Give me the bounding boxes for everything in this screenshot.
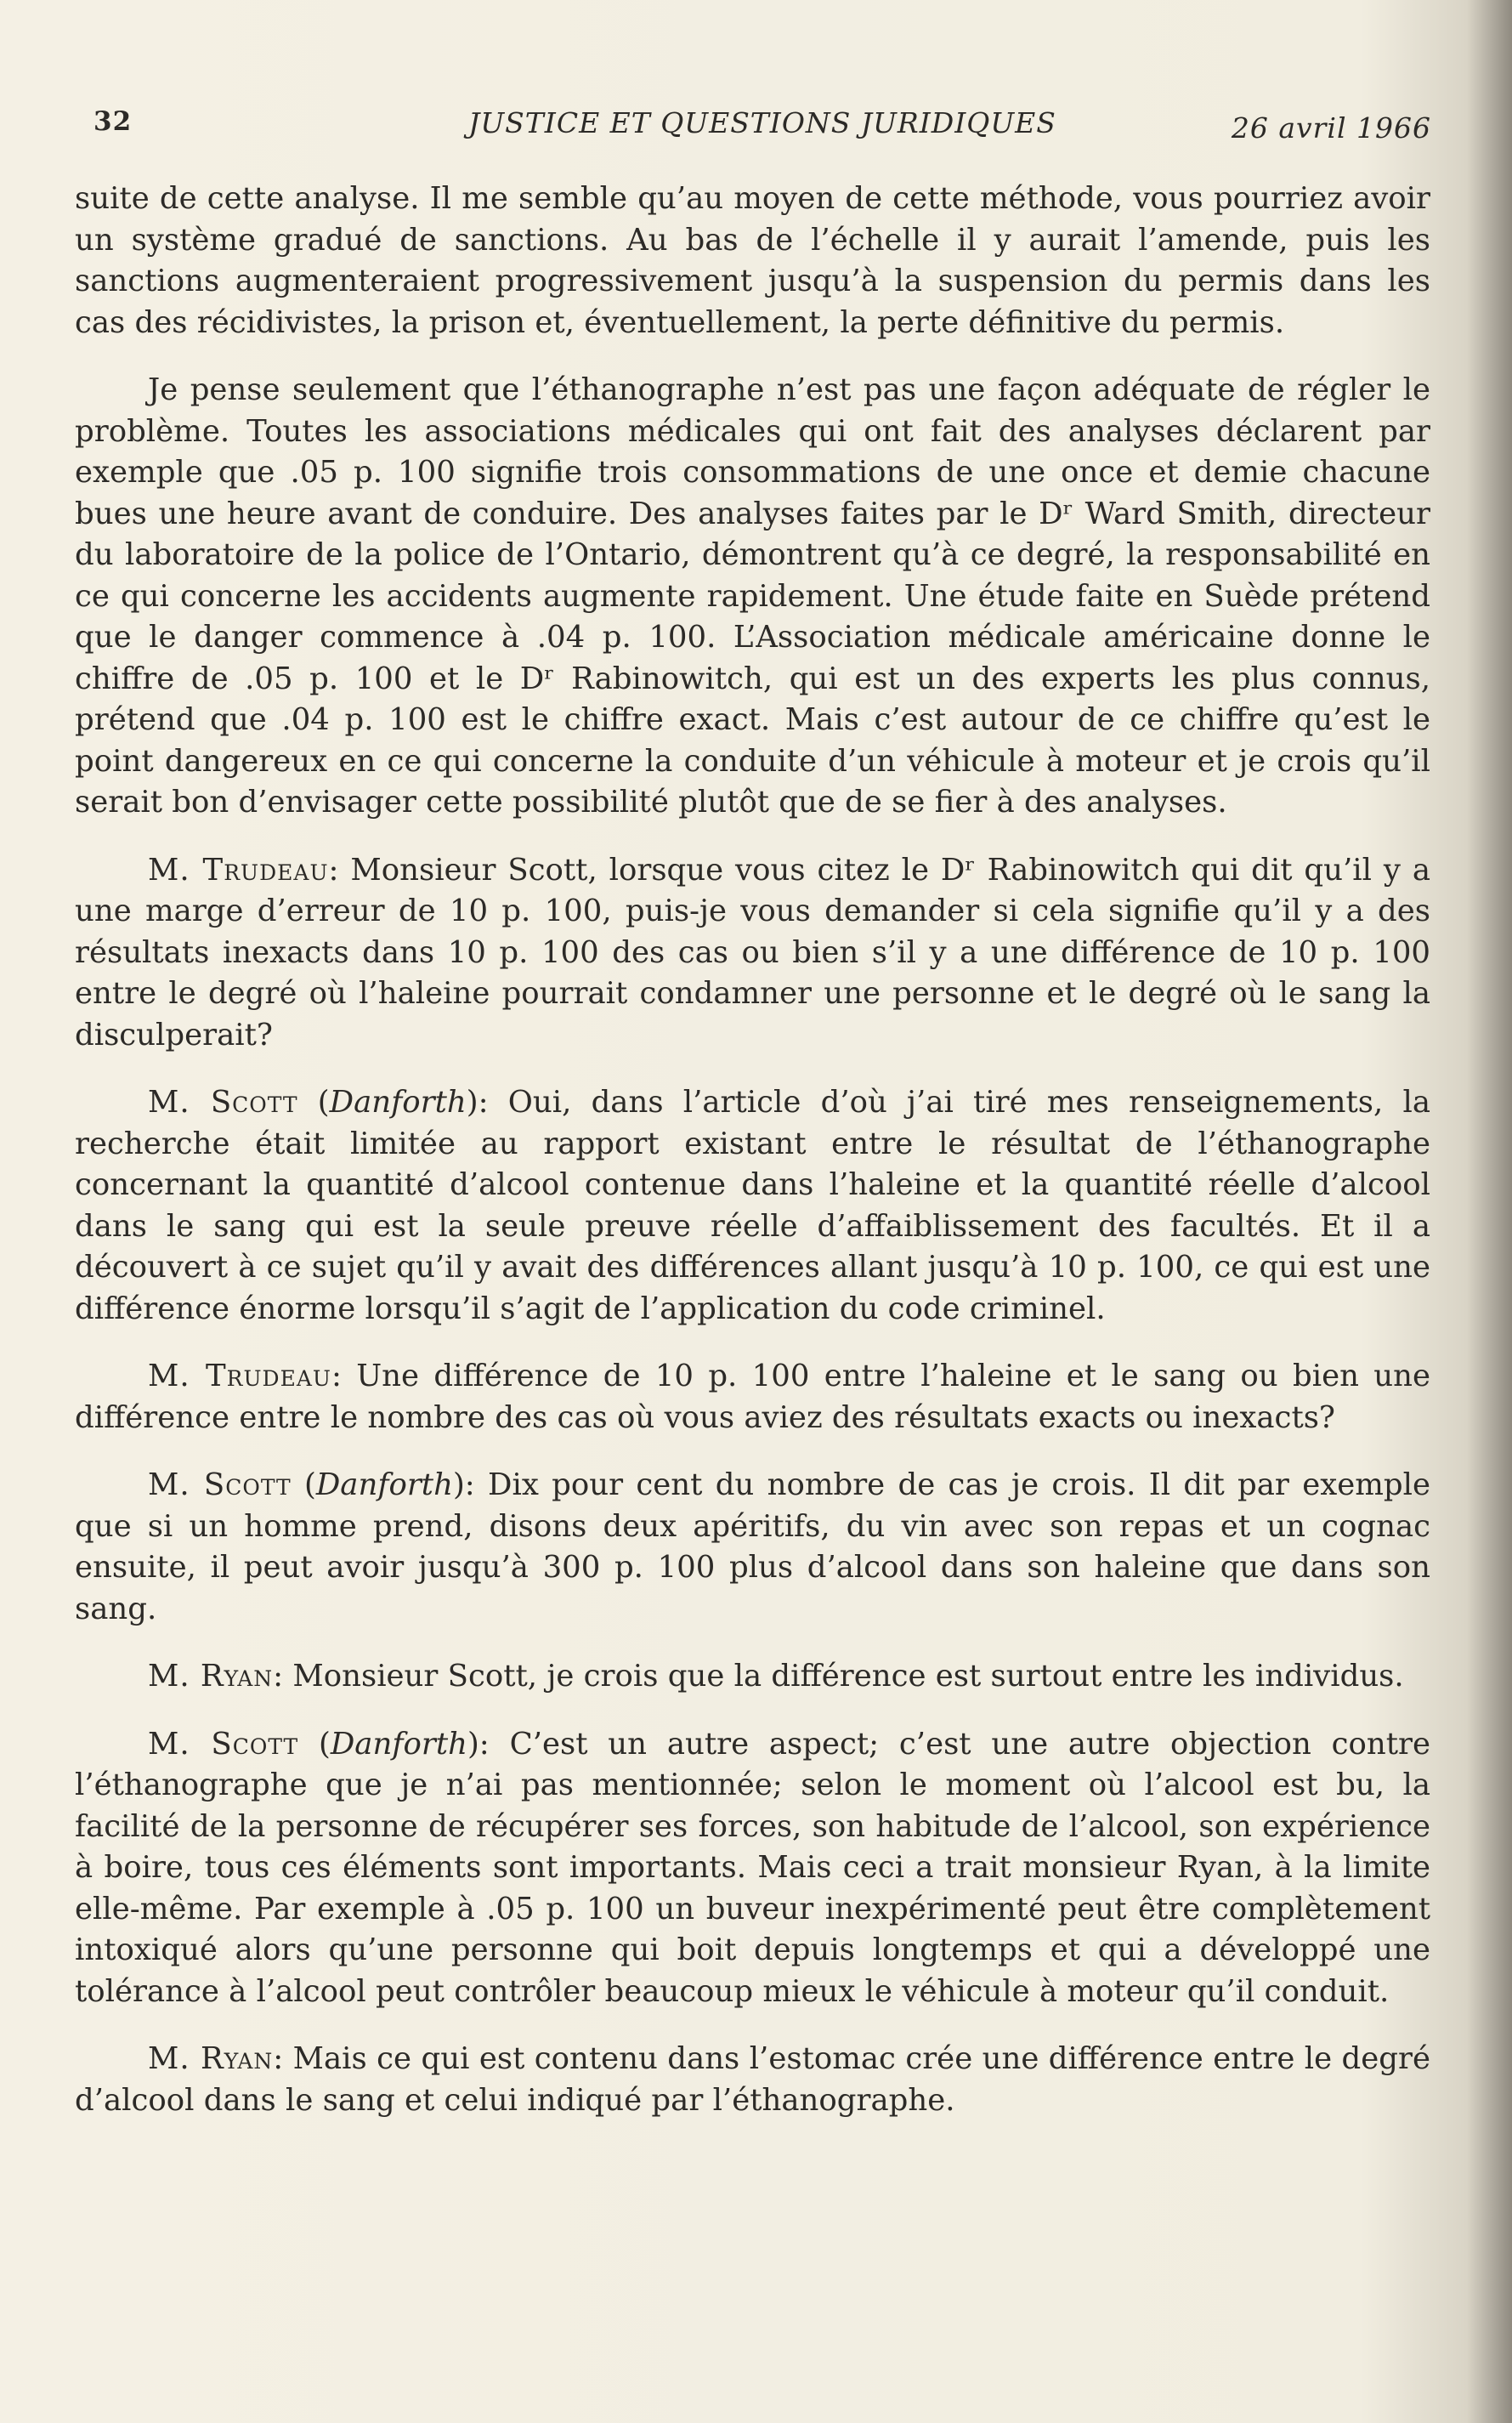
document-body — [75, 179, 1430, 2148]
speaker-riding: Danforth — [330, 1726, 467, 1762]
speech-paragraph: M. Trudeau: Monsieur Scott, lorsque vous citez le Dʳ Rabinowitch qui dit qu’il y a une marge d’erreur de 10 p. 100, puis-je vous demander si cela signifie qu’il y a des résultats inexacts dans 10 p. 100 des cas ou bien s’il y a une différence de 10 p. 100 entre le degré où l’haleine pourrait condamner une personne et le degré où le sang la disculperait? — [75, 852, 1430, 1053]
speaker-riding: Danforth — [315, 1467, 453, 1502]
speech-text: Une différence de 10 p. 100 entre l’haleine et le sang ou bien une différence entre le nombre des cas où vous aviez des résultats exacts ou inexacts? — [75, 1359, 1431, 1435]
running-title: JUSTICE ET QUESTIONS JURIDIQUES — [468, 106, 1056, 139]
speech-text: Mais ce qui est contenu dans l’estomac crée une différence entre le degré d’alcool dans le sang et celui indiqué par l’éthanographe. — [75, 2041, 1430, 2118]
speech-text: Monsieur Scott, je crois que la différence est surtout entre les individus. — [292, 1659, 1404, 1694]
speech-text: C’est un autre aspect; c’est une autre objection contre l’éthanographe que je n’ai pas mentionnée; selon le moment où l’alcool est bu, la facilité de la personne de récupérer ses forces, son habitude de l’alcool, son expérience à boire, tous ces éléments sont importants. Mais ceci a trait monsieur Ryan, à la limite elle-même. Par exemple à .05 p. 100 un buveur inexpérimenté peut être complètement intoxiqué alors qu’une personne qui boit depuis longtemps et qui a développé une tolérance à l’alcool peut contrôler beaucoup mieux le véhicule à moteur qu’il conduit. — [75, 1726, 1430, 2009]
speech-paragraph: M. Scott (Danforth): C’est un autre aspect; c’est une autre objection contre l’éthanographe que je n’ai pas mentionnée; selon le moment où l’alcool est bu, la facilité de la personne de récupérer ses forces, son habitude de l’alcool, son expérience à boire, tous ces éléments sont importants. Mais ceci a trait monsieur Ryan, à la limite elle-même. Par exemple à .05 p. 100 un buveur inexpérimenté peut être complètement intoxiqué alors qu’une personne qui boit depuis longtemps et qui a développé une tolérance à l’alcool peut contrôler beaucoup mieux le véhicule à moteur qu’il conduit. — [75, 1726, 1430, 2009]
speaker-name: M. Scott — [148, 1726, 299, 1762]
page-header — [93, 106, 1431, 157]
header-date: 26 avril 1966 — [1231, 111, 1431, 145]
speaker-name: M. Trudeau — [148, 852, 329, 888]
paragraph: suite de cette analyse. Il me semble qu’au moyen de cette méthode, vous pourriez avoir un système gradué de sanctions. Au bas de l’échelle il y aurait l’amende, puis les sanctions augmenteraient progressivement jusqu’à la suspension du permis dans les cas des récidivistes, la prison et, éventuellement, la perte définitive du permis. — [75, 181, 1430, 340]
page-number: 32 — [93, 106, 133, 137]
speech-text: Dix pour cent du nombre de cas je crois. Il dit par exemple que si un homme prend, disons deux apéritifs, du vin avec son repas et un cognac ensuite, il peut avoir jusqu’à 300 p. 100 plus d’alcool dans son haleine que dans son sang. — [75, 1467, 1430, 1626]
speaker-name: M. Scott — [148, 1085, 298, 1120]
speaker-name: M. Ryan — [148, 2041, 274, 2076]
speech-text: Oui, dans l’article d’où j’ai tiré mes renseignements, la recherche était limitée au rapport existant entre le résultat de l’éthanographe concernant la quantité d’alcool contenue dans l’haleine et la quantité réelle d’alcool dans le sang qui est la seule preuve réelle d’affaiblissement des facultés. Et il a découvert à ce sujet qu’il y avait des différences allant jusqu’à 10 p. 100, ce qui est une différence énorme lorsqu’il s’agit de l’application du code criminel. — [75, 1085, 1430, 1326]
speech-paragraph: M. Scott (Danforth): Oui, dans l’article d’où j’ai tiré mes renseignements, la recherche était limitée au rapport existant entre le résultat de l’éthanographe concernant la quantité d’alcool contenue dans l’haleine et la quantité réelle d’alcool dans le sang qui est la seule preuve réelle d’affaiblissement des facultés. Et il a découvert à ce sujet qu’il y avait des différences allant jusqu’à 10 p. 100, ce qui est une différence énorme lorsqu’il s’agit de l’application du code criminel. — [75, 1085, 1430, 1326]
speech-paragraph: M. Ryan: Mais ce qui est contenu dans l’estomac crée une différence entre le degré d’alcool dans le sang et celui indiqué par l’éthanographe. — [75, 2041, 1430, 2118]
paragraph: Je pense seulement que l’éthanographe n’est pas une façon adéquate de régler le problème. Toutes les associations médicales qui ont fait des analyses déclarent par exemple que .05 p. 100 signifie trois consommations de une once et demie chacune bues une heure avant de conduire. Des analyses faites par le Dʳ Ward Smith, directeur du laboratoire de la police de l’Ontario, démontrent qu’à ce degré, la responsabilité en ce qui concerne les accidents augmente rapidement. Une étude faite en Suède prétend que le danger commence à .04 p. 100. L’Association médicale américaine donne le chiffre de .05 p. 100 et le Dʳ Rabinowitch, qui est un des experts les plus connus, prétend que .04 p. 100 est le chiffre exact. Mais c’est autour de ce chiffre qu’est le point dangereux en ce qui concerne la conduite d’un véhicule à moteur et je crois qu’il serait bon d’envisager cette possibilité plutôt que de se fier à des analyses. — [75, 372, 1430, 820]
speech-paragraph: M. Trudeau: Une différence de 10 p. 100 entre l’haleine et le sang ou bien une différence entre le nombre des cas où vous aviez des résultats exacts ou inexacts? — [75, 1359, 1431, 1435]
speaker-riding: Danforth — [329, 1085, 467, 1120]
speech-text: Monsieur Scott, lorsque vous citez le Dʳ Rabinowitch qui dit qu’il y a une marge d’erreur de 10 p. 100, puis-je vous demander si cela signifie qu’il y a des résultats inexacts dans 10 p. 100 des cas ou bien s’il y a une différence de 10 p. 100 entre le degré où l’haleine pourrait condamner une personne et le degré où le sang la disculperait? — [75, 852, 1430, 1053]
speaker-name: M. Ryan — [148, 1659, 274, 1694]
speech-paragraph: M. Ryan: Monsieur Scott, je crois que la différence est surtout entre les individus. — [148, 1659, 1404, 1694]
speaker-name: M. Scott — [148, 1467, 292, 1502]
speech-paragraph: M. Scott (Danforth): Dix pour cent du nombre de cas je crois. Il dit par exemple que si un homme prend, disons deux apéritifs, du vin avec son repas et un cognac ensuite, il peut avoir jusqu’à 300 p. 100 plus d’alcool dans son haleine que dans son sang. — [75, 1467, 1430, 1626]
speaker-name: M. Trudeau — [148, 1359, 331, 1393]
